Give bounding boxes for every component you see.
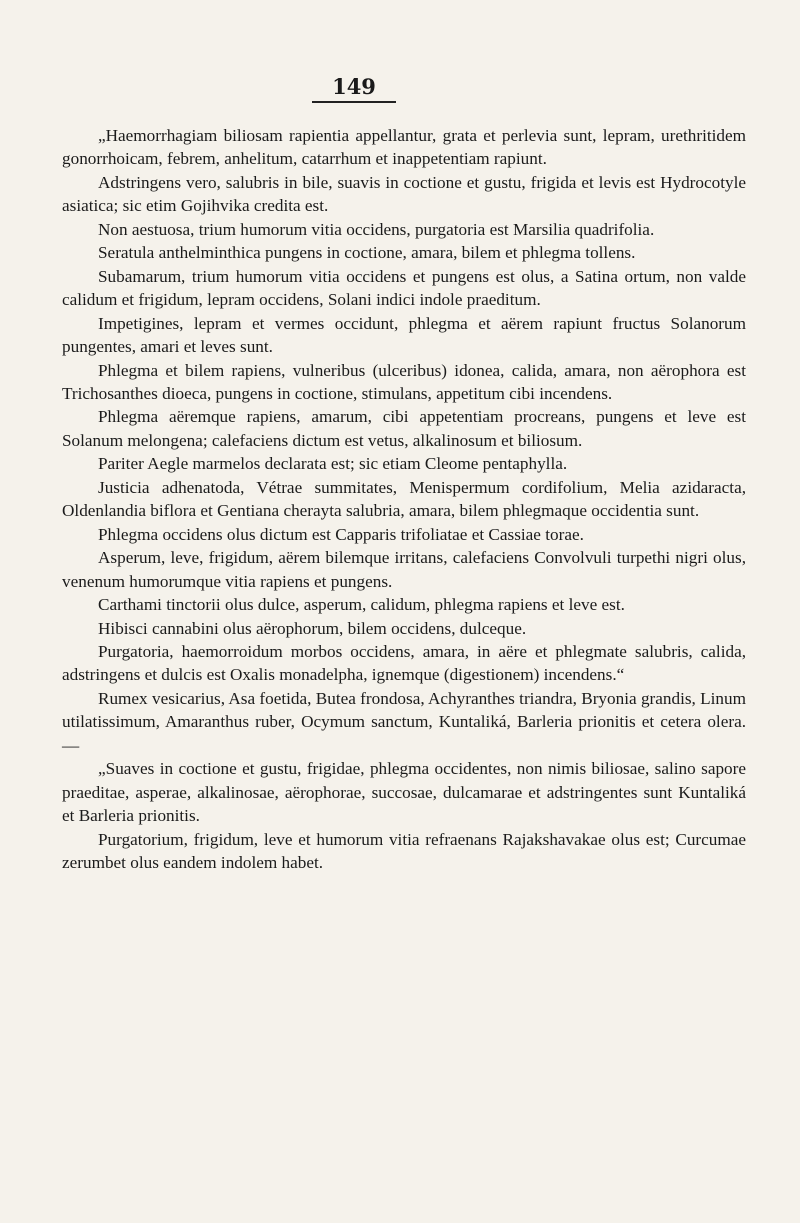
paragraph: Phlegma et bilem rapiens, vulneribus (ulceribus) idonea, calida, amara, non aërophora est Trichosanthes dioeca, pungens in coctione, stimulans, appetitum cibi incendens. xyxy=(62,360,746,403)
paragraph: Subamarum, trium humorum vitia occidens et pungens est olus, a Satina ortum, non valde calidum et frigidum, lepram occidens, Solani indici indole praeditum. xyxy=(62,266,746,310)
paragraph: Seratula anthelminthica pungens in coctione, amara, bilem et phlegma tollens. xyxy=(98,243,636,263)
paragraph: Adstringens vero, salubris in bile, suavis in coctione et gustu, frigida et levis est Hydrocotyle asiatica; sic etim Gojihvika credita est. xyxy=(62,172,746,216)
body-text xyxy=(62,124,746,875)
paragraph: Pariter Aegle marmelos declarata est; sic etiam Cleome pentaphylla. xyxy=(98,454,568,474)
paragraph: „Haemorrhagiam biliosam rapientia appellantur, grata et perlevia sunt, lepram, urethritidem gonorrhoicam, febrem, anhelitum, catarrhum et inappetentiam rapiunt. xyxy=(62,126,746,169)
paragraph: Asperum, leve, frigidum, aërem bilemque irritans, calefaciens Convolvuli turpethi nigri olus, venenum humorumque vitia rapiens et pungens. xyxy=(62,548,746,591)
paragraph: Purgatoria, haemorroidum morbos occidens, amara, in aëre et phlegmate salubris, calida, adstringens et dulcis est Oxalis monadelpha, ignemque (digestionem) incendens.“ xyxy=(62,641,746,685)
header-rule xyxy=(312,101,396,103)
paragraph: Phlegma aëremque rapiens, amarum, cibi appetentiam procreans, pungens et leve est Solanum melongena; calefaciens dictum est vetus, alkalinosum et biliosum. xyxy=(62,407,746,450)
paragraph: Rumex vesicarius, Asa foetida, Butea frondosa, Achyranthes triandra, Bryonia grandis, Linum utilatissimum, Amaranthus ruber, Ocymum sanctum, Kuntaliká, Barleria prionitis et cetera olera. — xyxy=(62,688,746,755)
paragraph: Non aestuosa, trium humorum vitia occidens, purgatoria est Marsilia quadrifolia. xyxy=(98,219,655,239)
paragraph: Justicia adhenatoda, Vétrae summitates, Menispermum cordifolium, Melia azidaracta, Oldenlandia biflora et Gentiana cherayta salubria, amara, bilem phlegmaque occidentia sunt. xyxy=(62,477,746,521)
paragraph: Purgatorium, frigidum, leve et humorum vitia refraenans Rajakshavakae olus est; Curcumae zerumbet olus eandem indolem habet. xyxy=(62,829,746,873)
paragraph: Phlegma occidens olus dictum est Capparis trifoliatae et Cassiae torae. xyxy=(98,524,584,544)
paragraph: Carthami tinctorii olus dulce, asperum, calidum, phlegma rapiens et leve est. xyxy=(98,595,625,615)
paragraph: Hibisci cannabini olus aërophorum, bilem occidens, dulceque. xyxy=(98,618,527,638)
page-number: 149 xyxy=(332,74,376,99)
paragraph: „Suaves in coctione et gustu, frigidae, phlegma occidentes, non nimis biliosae, salino sapore praeditae, asperae, alkalinosae, aërophorae, succosae, dulcamarae et adstringentes sunt Kuntaliká et Barleria prionitis. xyxy=(62,759,746,826)
paragraph: Impetigines, lepram et vermes occidunt, phlegma et aërem rapiunt fructus Solanorum pungentes, amari et leves sunt. xyxy=(62,313,746,357)
